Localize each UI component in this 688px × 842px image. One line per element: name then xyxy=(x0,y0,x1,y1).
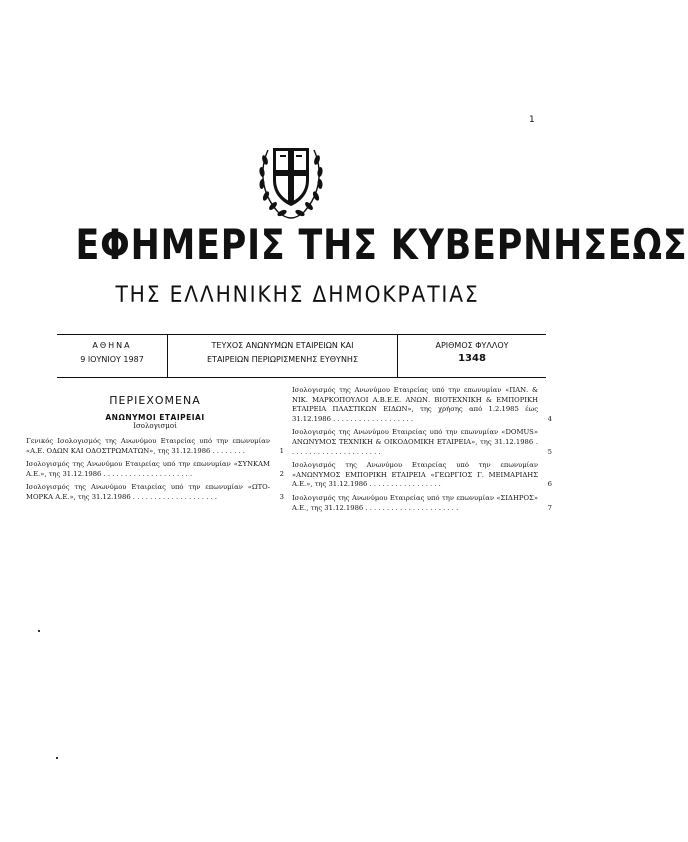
toc-entry-text: Ισολογισμός της Ανωνύμου Εταιρείας υπό την επωνυμίαν «ΩΤΟ-ΜΟΡΚΑ Α.Ε.», της 31.12.1986 . . . . . . . . . . . . . . . . . . . . xyxy=(26,483,270,501)
toc-entry-text: Ισολογισμός της Ανωνύμου Εταιρείας υπό την επωνυμίαν «ΠΑΝ. & ΝΙΚ. ΜΑΡΚΟΠΟΥΛΟΙ Α.Β.Ε.Ε. ΑΝΩΝ. ΒΙΟΤΕΧΝΙΚΗ & ΕΜΠΟΡΙΚΗ ΕΤΑΙΡΕΙΑ ΠΛΑΣΤΙΚΩΝ ΕΙΔΩΝ», της χρήσης από 1.2.1985 έως 31.12.1986 . . . . . . . . . . . . . . . . . . . xyxy=(292,386,538,423)
toc-entry-page: 3 xyxy=(279,492,284,501)
contents-right-column xyxy=(292,386,552,517)
gazette-title: ΕΦΗΜΕΡΙΣ ΤΗΣ ΚΥΒΕΡΝΗΣΕΩΣ xyxy=(75,220,688,269)
masthead-place-date xyxy=(57,335,168,377)
toc-entry-page: 4 xyxy=(547,414,552,423)
toc-entry-text: Ισολογισμός της Ανωνύμου Εταιρείας υπό την επωνυμίαν «ΣΙΔΗΡΟΣ» Α.Ε., της 31.12.1986 . . . . . . . . . . . . . . . . . . . . . . xyxy=(292,493,538,512)
toc-entry xyxy=(292,494,552,513)
greek-coat-of-arms-icon xyxy=(258,140,324,220)
toc-entry xyxy=(292,386,552,424)
issue-type-line2: ΕΤΑΙΡΕΙΩΝ ΠΕΡΙΩΡΙΣΜΕΝΗΣ ΕΥΘΥΝΗΣ xyxy=(207,355,358,364)
toc-entry-page: 6 xyxy=(547,480,552,489)
toc-entry xyxy=(292,428,552,457)
toc-entry-page: 5 xyxy=(547,447,552,456)
toc-entry-text: Ισολογισμός της Ανωνύμου Εταιρείας υπό την επωνυμίαν «DOMUS» ΑΝΩΝΥΜΟΣ ΤΕΧΝΙΚΗ & ΟΙΚΟΔΟΜΙΚΗ ΕΤΑΙΡΕΙΑ», της 31.12.1986 . . . . . . . . . . . . . . . . . . . . . . xyxy=(292,428,538,456)
toc-entry-text: Ισολογισμός της Ανωνύμου Εταιρείας υπό την επωνυμίαν «ΣΥΝΚΑΜ Α.Ε.», της 31.12.1986 . . . . . . . . . . . . . . . . . . . . . xyxy=(26,460,270,478)
toc-entry-page: 2 xyxy=(279,469,284,478)
issue-date: 9 ΙΟΥΝΙΟΥ 1987 xyxy=(80,355,144,364)
scan-speck xyxy=(56,757,58,759)
toc-entry xyxy=(26,437,284,456)
city-label: ΑΘΗΝΑ xyxy=(92,341,132,350)
toc-entry xyxy=(292,461,552,490)
toc-entry-text: Γενικός Ισολογισμός της Ανωνύμου Εταιρείας υπό την επωνυμίαν «Α.Ε. ΟΔΩΝ ΚΑΙ ΟΔΟΣΤΡΩΜΑΤΩΝ», της 31.12.1986 . . . . . . . . xyxy=(26,437,270,455)
masthead-issue-type xyxy=(168,335,398,377)
gazette-subtitle: ΤΗΣ ΕΛΛΗΝΙΚΗΣ ΔΗΜΟΚΡΑΤΙΑΣ xyxy=(115,283,480,308)
issue-type-line1: ΤΕΥΧΟΣ ΑΝΩΝΥΜΩΝ ΕΤΑΙΡΕΙΩΝ ΚΑΙ xyxy=(211,341,354,350)
masthead-bar xyxy=(57,334,546,378)
contents-title: ΠΕΡΙΕΧΟΜΕΝΑ xyxy=(109,394,201,407)
masthead-sheet xyxy=(398,335,546,377)
section-subheading: Ισολογισμοί xyxy=(133,422,177,430)
sheet-number: 1348 xyxy=(458,353,486,364)
page-number: 1 xyxy=(529,115,535,125)
section-heading: ΑΝΩΝΥΜΟΙ ΕΤΑΙΡΕΙΑΙ xyxy=(105,413,205,422)
toc-entry-text: Ισολογισμός της Ανωνύμου Εταιρείας υπό την επωνυμίαν «ΑΝΩΝΥΜΟΣ ΕΜΠΟΡΙΚΗ ΕΤΑΙΡΕΙΑ «ΓΕΩΡΓΙΟΣ Γ. ΜΕΙΜΑΡΙΔΗΣ Α.Ε.», της 31.12.1986 . . . . . . . . . . . . . . . . . xyxy=(292,461,538,489)
toc-entry xyxy=(26,483,284,502)
toc-entry-page: 7 xyxy=(547,503,552,512)
sheet-number-label: ΑΡΙΘΜΟΣ ΦΥΛΛΟΥ xyxy=(435,341,509,350)
toc-entry-page: 1 xyxy=(279,446,284,455)
contents-left-column xyxy=(26,394,284,507)
scan-speck xyxy=(38,630,40,632)
toc-entry xyxy=(26,460,284,479)
